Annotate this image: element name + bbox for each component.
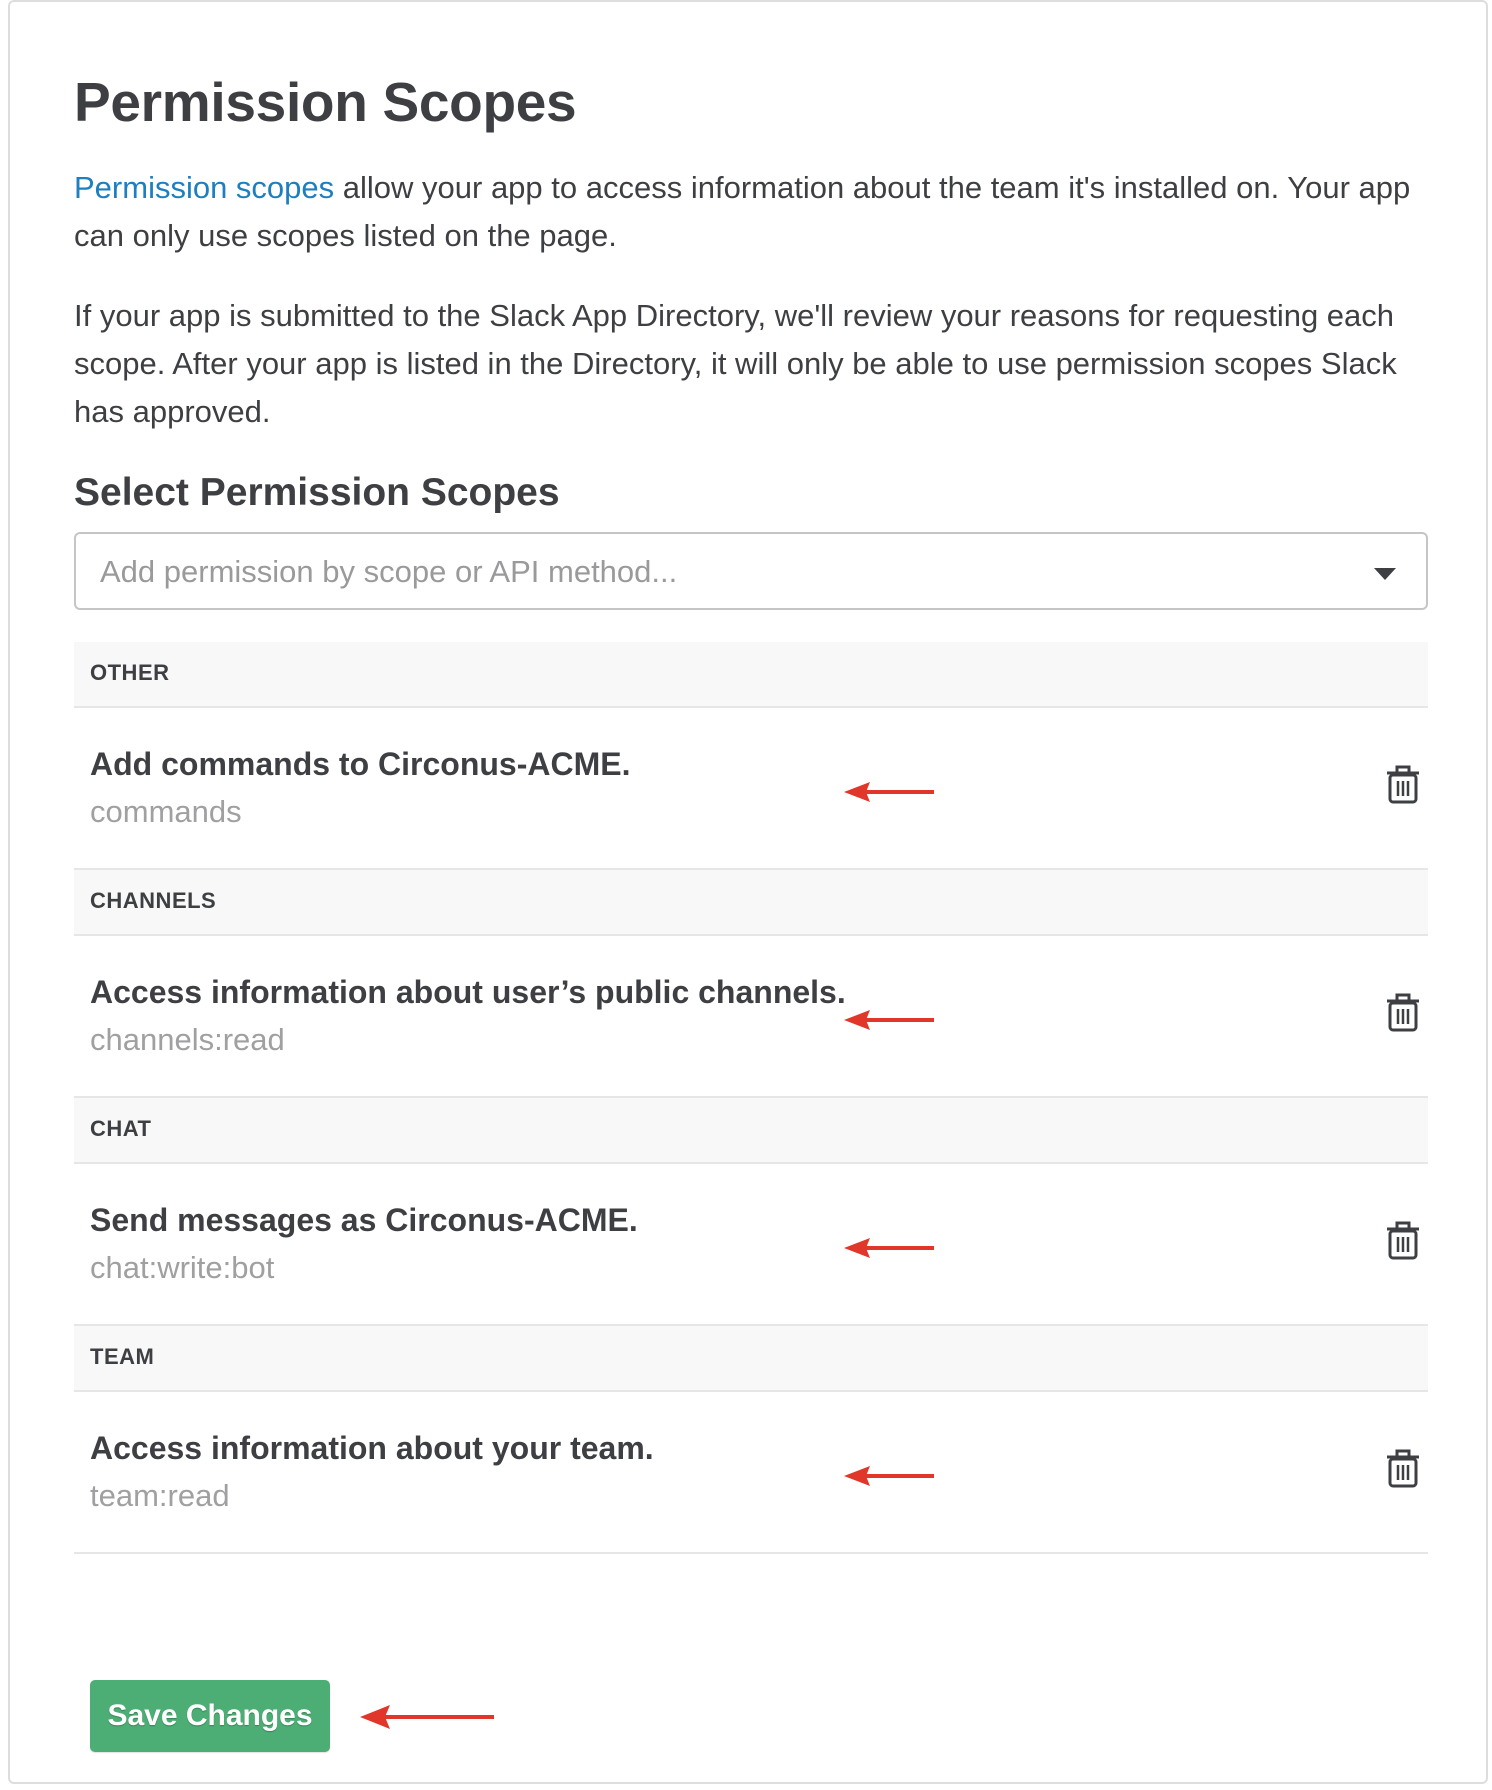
group-header-label: TEAM (90, 1344, 155, 1369)
trash-icon[interactable] (1386, 1220, 1420, 1260)
trash-icon[interactable] (1386, 992, 1420, 1032)
scope-description: Add commands to Circonus-ACME. (90, 746, 631, 782)
scope-name: channels:read (90, 1022, 285, 1057)
group-header-label: CHANNELS (90, 888, 217, 913)
group-header-team (74, 1326, 1428, 1392)
group-header-channels (74, 870, 1428, 936)
intro-text: allow your app to access information about the team it's installed on. Your app can only use scopes listed on the page. (74, 170, 1411, 253)
scope-row-channels-read (74, 936, 1428, 1098)
scope-name: chat:write:bot (90, 1250, 275, 1285)
group-header-other (74, 642, 1428, 708)
scope-select-dropdown[interactable] (74, 532, 1428, 610)
group-header-chat (74, 1098, 1428, 1164)
scope-row-chat-write-bot (74, 1164, 1428, 1326)
trash-icon[interactable] (1386, 764, 1420, 804)
scope-select-placeholder: Add permission by scope or API method... (100, 554, 678, 589)
permission-scopes-link[interactable]: Permission scopes (74, 170, 335, 205)
page-title: Permission Scopes (74, 71, 577, 133)
red-arrow-annotation (360, 1702, 496, 1732)
trash-icon[interactable] (1386, 1448, 1420, 1488)
scope-description: Send messages as Circonus-ACME. (90, 1202, 638, 1238)
scope-row-commands (74, 708, 1428, 870)
red-arrow-annotation (844, 1236, 936, 1260)
scope-row-team-read (74, 1392, 1428, 1554)
scope-description: Access information about your team. (90, 1430, 654, 1466)
group-header-label: CHAT (90, 1116, 152, 1141)
red-arrow-annotation (844, 1464, 936, 1488)
group-header-label: OTHER (90, 660, 170, 685)
scope-name: team:read (90, 1478, 230, 1513)
card-content (74, 62, 1436, 1732)
save-changes-button[interactable]: Save Changes (90, 1680, 330, 1752)
intro-paragraph (74, 164, 1436, 260)
scope-groups (74, 642, 1428, 1554)
scope-description: Access information about user’s public channels. (90, 974, 846, 1010)
review-paragraph: If your app is submitted to the Slack App Directory, we'll review your reasons for requesting each scope. After your app is listed in the Directory, it will only be able to use permission scopes Slack has approved. (74, 298, 1397, 429)
scope-name: commands (90, 794, 242, 829)
caret-down-icon (1374, 568, 1396, 580)
red-arrow-annotation (844, 780, 936, 804)
select-scopes-title: Select Permission Scopes (74, 471, 560, 514)
permission-scopes-card (8, 0, 1488, 1784)
red-arrow-annotation (844, 1008, 936, 1032)
